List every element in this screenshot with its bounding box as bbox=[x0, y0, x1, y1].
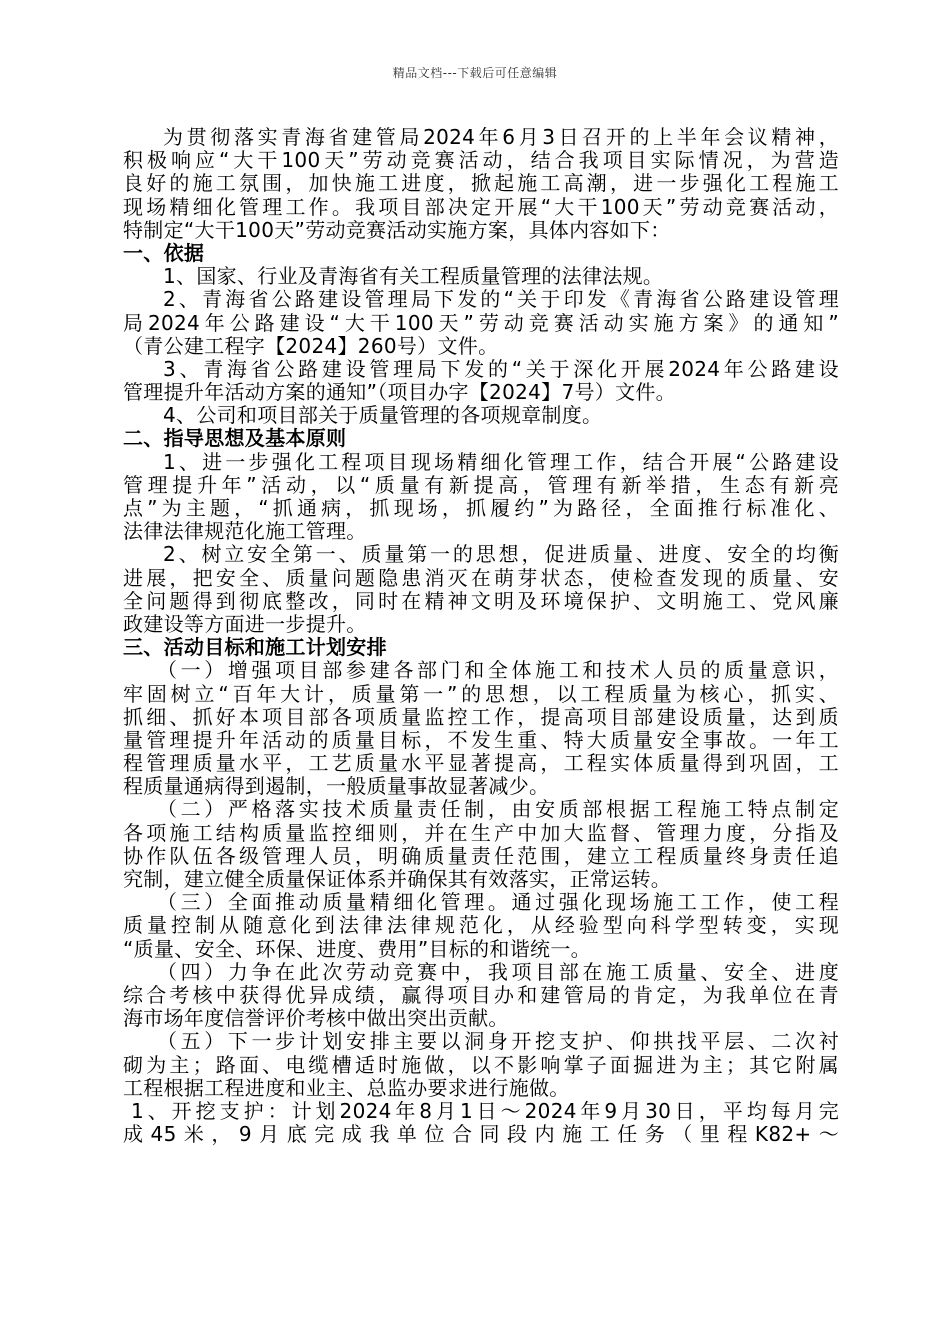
text-line: （四）力争在此次劳动竞赛中，我项目部在施工质量、安全、进度 bbox=[157, 959, 839, 984]
text-line: 程质量通病得到遏制，一般质量事故显著减少。 bbox=[123, 774, 550, 799]
section-heading: 三、活动目标和施工计划安排 bbox=[123, 635, 387, 660]
text-line: 良好的施工氛围，加快施工进度，掀起施工高潮，进一步强化工程施工 bbox=[123, 171, 839, 196]
page-header-note: 精品文档---下载后可任意编辑 bbox=[392, 66, 558, 80]
text-line: （一）增强项目部参建各部门和全体施工和技术人员的质量意识， bbox=[157, 658, 839, 683]
text-line: 量管理提升年活动的质量目标，不发生重、特大质量安全事故。一年工 bbox=[123, 727, 839, 752]
text-line: 4、公司和项目部关于质量管理的各项规章制度。 bbox=[163, 403, 603, 428]
text-line: 抓细、抓好本项目部各项质量监控工作，提高项目部建设质量，达到质 bbox=[123, 704, 839, 729]
text-line: 工程根据工程进度和业主、总监办要求进行施做。 bbox=[123, 1075, 570, 1100]
text-line: 2、树立安全第一、质量第一的思想，促进质量、进度、安全的均衡 bbox=[163, 542, 839, 567]
text-line: 特制定“大干100天”劳动竞赛活动实施方案，具体内容如下： bbox=[123, 217, 671, 242]
text-line: 究制，建立健全质量保证体系并确保其有效落实，正常运转。 bbox=[123, 867, 672, 891]
text-line: （五）下一步计划安排主要以洞身开挖支护、仰拱找平层、二次衬 bbox=[157, 1029, 839, 1054]
text-line: 1、国家、行业及青海省有关工程质量管理的法律法规。 bbox=[163, 264, 664, 289]
text-line: 积极响应“大干100天”劳动竞赛活动，结合我项目实际情况，为营造 bbox=[123, 148, 839, 173]
document-body bbox=[123, 126, 839, 1146]
section-heading: 一、依据 bbox=[123, 240, 205, 265]
text-line: 为贯彻落实青海省建管局2024年6月3日召开的上半年会议精神， bbox=[163, 125, 839, 149]
text-line: 3、青海省公路建设管理局下发的“关于深化开展2024年公路建设 bbox=[163, 356, 839, 381]
text-line: 现场精细化管理工作。我项目部决定开展“大干100天”劳动竞赛活动， bbox=[123, 194, 839, 219]
text-line: 综合考核中获得优异成绩，赢得项目办和建管局的肯定，为我单位在青 bbox=[123, 982, 839, 1007]
text-line: 程管理质量水平，工艺质量水平显著提高，工程实体质量得到巩固，工 bbox=[123, 751, 839, 776]
text-line: 管理提升年活动方案的通知”（项目办字【2024】7号）文件。 bbox=[123, 380, 676, 405]
text-line: 政建设等方面进一步提升。 bbox=[123, 611, 367, 636]
text-line: 1、开挖支护：计划2024年8月1日～2024年9月30日，平均每月完 bbox=[131, 1098, 839, 1123]
text-line: 法律法律规范化施工管理。 bbox=[123, 519, 367, 544]
text-line: 点”为主题，“抓通病，抓现场，抓履约”为路径，全面推行标准化、 bbox=[123, 496, 839, 520]
text-line: （三）全面推动质量精细化管理。通过强化现场施工工作，使工程 bbox=[157, 890, 839, 915]
text-line: 2、青海省公路建设管理局下发的“关于印发《青海省公路建设管理 bbox=[163, 287, 839, 312]
section-heading: 二、指导思想及基本原则 bbox=[123, 426, 347, 451]
text-line: 各项施工结构质量监控细则，并在生产中加大监督、管理力度，分指及 bbox=[123, 820, 839, 845]
text-line: 进展，把安全、质量问题隐患消灭在萌芽状态，使检查发现的质量、安 bbox=[123, 565, 839, 590]
text-line: （二）严格落实技术质量责任制，由安质部根据工程施工特点制定 bbox=[157, 797, 839, 822]
text-line: 协作队伍各级管理人员，明确质量责任范围，建立工程质量终身责任追 bbox=[123, 843, 839, 868]
text-line: 1、进一步强化工程项目现场精细化管理工作，结合开展“公路建设 bbox=[163, 449, 839, 474]
text-line: 成45米，9月底完成我单位合同段内施工任务（里程K82+～ bbox=[123, 1122, 839, 1147]
text-line: 局2024年公路建设“大干100天”劳动竞赛活动实施方案》的通知” bbox=[123, 310, 839, 335]
text-line: 砌为主；路面、电缆槽适时施做，以不影响掌子面掘进为主；其它附属 bbox=[123, 1052, 839, 1077]
text-line: 全问题得到彻底整改，同时在精神文明及环境保护、文明施工、党风廉 bbox=[123, 588, 839, 613]
text-line: （青公建工程字【2024】260号）文件。 bbox=[123, 333, 499, 358]
text-line: 质量控制从随意化到法律法律规范化，从经验型向科学型转变，实现 bbox=[123, 913, 839, 938]
text-line: 管理提升年”活动，以“质量有新提高，管理有新举措，生态有新亮 bbox=[123, 472, 839, 497]
text-line: 牢固树立“百年大计，质量第一”的思想，以工程质量为核心，抓实、 bbox=[123, 681, 839, 706]
text-line: 海市场年度信誉评价考核中做出突出贡献。 bbox=[123, 1006, 509, 1031]
text-line: “质量、安全、环保、进度、费用”目标的和谐统一。 bbox=[123, 936, 591, 961]
